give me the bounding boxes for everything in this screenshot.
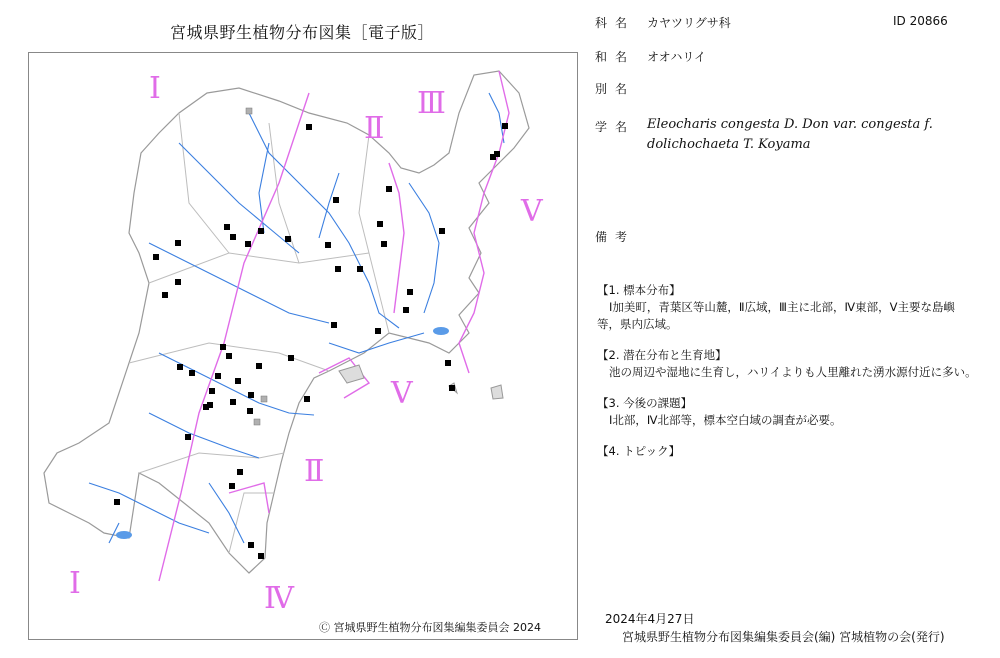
prefecture-outline <box>44 71 529 573</box>
note-body: Ⅰ加美町，青葉区等山麓，Ⅱ広域，Ⅲ主に北部，Ⅳ東部，Ⅴ主要な島嶼等，県内広域。 <box>597 300 955 331</box>
family-label: 科名 <box>595 16 636 30</box>
specimen-marker <box>306 124 312 130</box>
specimen-marker <box>175 279 181 285</box>
specimen-marker-uncertain <box>261 396 267 402</box>
specimen-marker <box>177 364 183 370</box>
specimen-marker <box>189 370 195 376</box>
specimen-marker <box>288 355 294 361</box>
note-section <box>597 395 977 429</box>
publication-date: 2024年4月27日 <box>605 612 695 626</box>
scientific-name-line: dolichochaeta T. Koyama <box>647 137 811 152</box>
specimen-marker <box>449 385 455 391</box>
specimen-marker <box>114 499 120 505</box>
region-label: Ⅰ <box>69 566 81 601</box>
specimen-marker <box>215 373 221 379</box>
japanese-name-row <box>595 48 975 68</box>
region-label: Ⅰ <box>149 71 161 106</box>
note-heading: 【3. 今後の課題】 <box>597 396 693 410</box>
region-label: Ⅴ <box>521 194 543 229</box>
specimen-marker <box>403 307 409 313</box>
island <box>339 365 364 383</box>
specimen-marker <box>407 289 413 295</box>
scientific-name-line: Eleocharis congesta D. Don var. congesta f. <box>647 117 933 132</box>
scientific-name-value <box>647 115 933 155</box>
note-section <box>597 443 977 460</box>
specimen-marker <box>331 322 337 328</box>
region-label: Ⅱ <box>364 111 385 146</box>
specimen-marker <box>224 224 230 230</box>
specimen-marker <box>229 483 235 489</box>
scientific-name-label: 学名 <box>595 120 636 134</box>
specimen-marker <box>247 408 253 414</box>
specimen-marker <box>207 402 213 408</box>
specimen-id: ID 20866 <box>893 14 948 28</box>
publisher: 宮城県野生植物分布図集編集委員会(編) 宮城植物の会(発行) <box>622 630 945 644</box>
alias-row <box>595 80 975 100</box>
notes <box>597 282 977 474</box>
copyright: Ⓒ 宮城県野生植物分布図集編集委員会 2024 <box>319 621 541 634</box>
note-body: Ⅰ北部，Ⅳ北部等，標本空白域の調査が必要。 <box>609 413 842 427</box>
specimen-marker <box>235 378 241 384</box>
map-title: 宮城県野生植物分布図集［電子版］ <box>170 23 435 42</box>
specimen-marker <box>386 186 392 192</box>
scientific-name-row <box>595 118 975 162</box>
specimen-marker <box>230 399 236 405</box>
specimen-marker <box>258 228 264 234</box>
specimen-marker <box>285 236 291 242</box>
family-row <box>595 14 975 34</box>
lake <box>116 531 132 539</box>
note-body: 池の周辺や湿地に生育し，ハリイよりも人里離れた湧水源付近に多い。 <box>609 365 977 379</box>
region-label: Ⅳ <box>264 581 294 616</box>
map-canvas <box>29 53 579 641</box>
region-label: Ⅱ <box>304 454 325 489</box>
specimen-marker <box>248 392 254 398</box>
specimen-marker <box>185 434 191 440</box>
note-heading: 【4. トピック】 <box>597 444 681 458</box>
specimen-marker <box>162 292 168 298</box>
specimen-marker-uncertain <box>254 419 260 425</box>
region-label: Ⅲ <box>417 86 446 121</box>
note-section <box>597 347 977 381</box>
remarks-label: 備考 <box>595 230 636 244</box>
lake <box>433 327 449 335</box>
specimen-marker <box>220 344 226 350</box>
specimen-marker-uncertain <box>246 108 252 114</box>
island <box>491 385 503 399</box>
specimen-marker <box>335 266 341 272</box>
japanese-name-value: オオハリイ <box>647 50 707 64</box>
specimen-marker <box>230 234 236 240</box>
region-label: Ⅴ <box>391 376 413 411</box>
specimen-marker <box>209 388 215 394</box>
note-heading: 【1. 標本分布】 <box>597 283 681 297</box>
note-heading: 【2. 潜在分布と生育地】 <box>597 348 727 362</box>
note-section <box>597 282 977 333</box>
specimen-marker <box>258 553 264 559</box>
specimen-marker <box>377 221 383 227</box>
specimen-marker <box>237 469 243 475</box>
specimen-marker <box>439 228 445 234</box>
specimen-marker <box>226 353 232 359</box>
specimen-marker <box>248 542 254 548</box>
distribution-map <box>28 52 578 640</box>
specimen-marker <box>325 242 331 248</box>
specimen-marker <box>357 266 363 272</box>
specimen-marker <box>375 328 381 334</box>
specimen-marker <box>245 241 251 247</box>
specimen-marker <box>381 241 387 247</box>
specimen-marker <box>175 240 181 246</box>
specimen-marker <box>445 360 451 366</box>
japanese-name-label: 和名 <box>595 50 636 64</box>
family-value: カヤツリグサ科 <box>647 16 731 30</box>
specimen-marker <box>333 197 339 203</box>
specimen-marker <box>304 396 310 402</box>
remarks-row <box>595 228 975 248</box>
specimen-marker <box>502 123 508 129</box>
specimen-marker <box>153 254 159 260</box>
alias-label: 別名 <box>595 82 636 96</box>
specimen-marker <box>256 363 262 369</box>
specimen-marker <box>494 151 500 157</box>
